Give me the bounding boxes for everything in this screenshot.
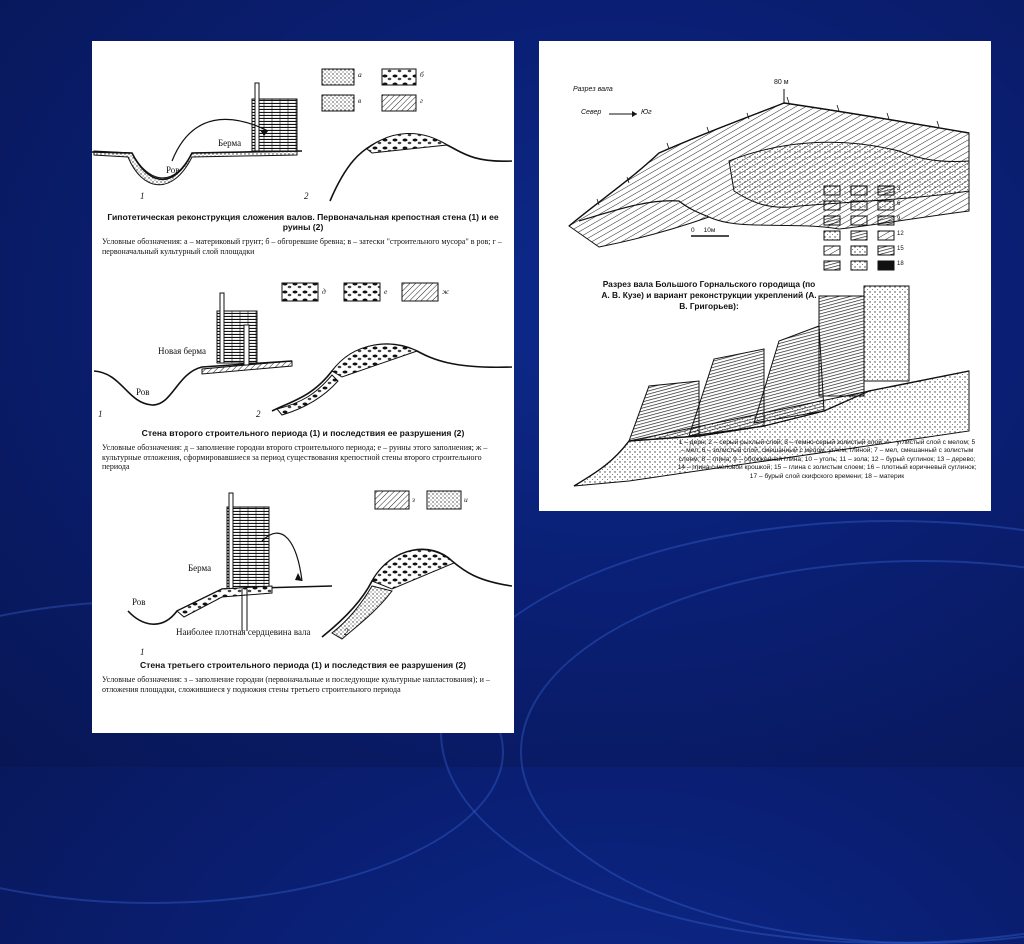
left-figure-page (92, 41, 514, 733)
scale-bar-label: 0 10м (691, 227, 716, 234)
direction-north-label: Север (581, 109, 602, 116)
fig2-reconstruction-drawing (94, 283, 512, 415)
legend-key-zh: ж (442, 287, 449, 296)
fig1-num-2: 2 (304, 191, 309, 201)
fig3-rov-label: Ров (132, 597, 146, 607)
fig1-reconstruction-drawing (92, 69, 512, 201)
legend-key-e: е (384, 287, 388, 296)
legend-key-i: и (464, 495, 468, 504)
fig3-berma-label: Берма (188, 563, 212, 573)
section-title-label: Разрез вала (573, 86, 613, 93)
fig2-berma-label: Новая берма (158, 346, 206, 356)
fig3-num-2: 2 (344, 627, 349, 637)
fig2-num-1: 1 (98, 409, 103, 419)
fig1-caption: Гипотетическая реконструкция сложения валов. Первоначальная крепостная стена (1) и ее руины (2) (107, 212, 499, 232)
direction-south-label: Юг (641, 109, 652, 116)
fig3-core-label: Наиболее плотная сердцевина вала (176, 627, 311, 637)
legend-key-d: д (322, 287, 326, 296)
fig2-num-2: 2 (256, 409, 261, 419)
legend-num-9: 9 (897, 216, 901, 222)
fig1-rov-label: Ров (166, 165, 180, 175)
legend-key-z: з (412, 495, 415, 504)
rampart-section-drawing (569, 89, 969, 270)
right-legend: 1 – дерн; 2 – серый рыхлый слой; 3 – темно-серый золистый слой; 4 – углистый слой с мелом; 5 – мел; 6 – золистый слой, смешанный с мелом, углем, глиной; 7 – мел, смешанный с золистым слоем; 8 – глина; 9 – обожженная глина; 10 – уголь; 11 – зола; 12 – бурый суглинок; 13 – дерево; 14 – глина с меловой крошкой; 15 – глина с золистым слоем; 16 – плотный коричневый суглинок; 17 – бурый слой скифского времени; 18 – материк (677, 439, 977, 480)
right-figure-page (539, 41, 991, 511)
legend-num-6: 6 (897, 201, 901, 207)
fig2-rov-label: Ров (136, 387, 150, 397)
fig1-legend: Условные обозначения: а – материковый грунт; б – обгоревшие бревна; в – затески "строительного мусора" в ров; г – первоначальный культурный слой площадки (102, 237, 502, 256)
fig2-legend: Условные обозначения: д – заполнение городни второго строительного периода; е – руины этого заполнения; ж – культурные отложения, сформировавшиеся за период существования крепостной стены второго строительного периода (102, 443, 488, 472)
legend-key-b: б (420, 70, 424, 79)
fig2-caption: Стена второго строительного периода (1) и последствия ее разрушения (2) (141, 428, 465, 438)
height-mark-label: 80 м (774, 79, 789, 86)
fig3-reconstruction-drawing (128, 491, 512, 639)
legend-key-a: а (358, 70, 362, 79)
right-caption: Разрез вала Большого Горнальского городища (по А. В. Кузе) и вариант реконструкции укреплений (А. В. Григорьев): (601, 279, 817, 311)
legend-num-3: 3 (897, 186, 901, 192)
fig3-num-1: 1 (140, 647, 145, 657)
fig3-caption: Стена третьего строительного периода (1) и последствия ее разрушения (2) (139, 660, 467, 670)
fig3-legend: Условные обозначения: з – заполнение городни (первоначальные и последующие культурные напластования); и – отложения площадки, сложившиеся у подножия стены третьего строительного периода (102, 675, 490, 694)
legend-key-g: г (420, 96, 423, 105)
legend-num-15: 15 (897, 246, 904, 252)
legend-num-18: 18 (897, 261, 904, 267)
fig1-num-1: 1 (140, 191, 145, 201)
legend-key-v: в (358, 96, 362, 105)
legend-num-12: 12 (897, 231, 904, 237)
fig1-berma-label: Берма (218, 138, 242, 148)
